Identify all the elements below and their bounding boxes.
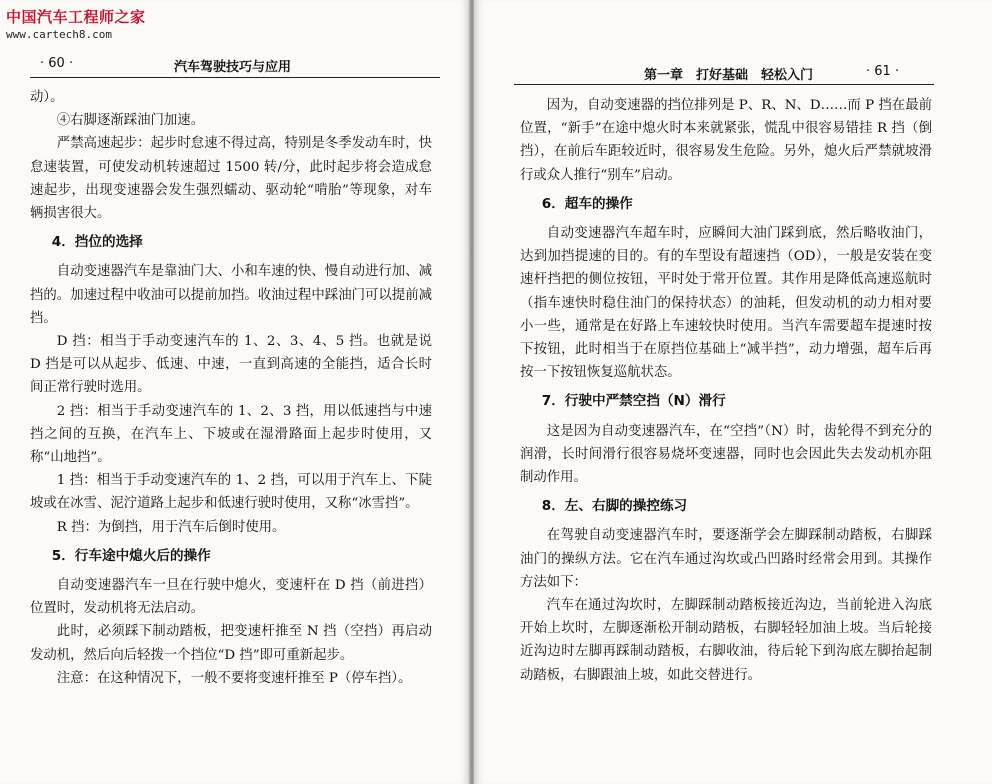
paragraph: 2 挡：相当于手动变速汽车的 1、2、3 挡，用以低速挡与中速挡之间的互换，在汽车上、下坡或在湿滑路面上起步时使用，又称“山地挡”。 [30, 403, 432, 466]
section-heading: 6．超车的操作 [541, 195, 633, 212]
paragraph: ④右脚逐渐踩油门加速。 [56, 113, 205, 129]
left-running-title: 汽车驾驶技巧与应用 [174, 60, 292, 75]
paragraph: 汽车在通过沟坎时，左脚踩制动踏板接近沟边，当前轮进入沟底开始上坎时，左脚逐渐松开制动踏板，右脚轻轻加油上坡。当后轮接近沟边时左脚再踩制动踏板，右脚收油，待后轮下到沟底左脚抬起制动踏板，右脚跟油上坡，如此交替进行。 [520, 598, 932, 683]
paragraph: 严禁高速起步：起步时怠速不得过高，特别是冬季发动车时，快怠速装置，可使发动机转速超过 1500 转/分，此时起步将会造成怠速起步，出现变速器会发生强烈蠕动、驱动轮“啃胎”等现象，对车辆损害很大。 [30, 136, 432, 222]
section-heading: 7．行驶中严禁空挡（N）滑行 [541, 393, 726, 410]
section-heading: 5．行车途中熄火后的操作 [51, 547, 211, 564]
paragraph: 因为，自动变速器的挡位排列是 P、R、N、D……而 P 挡在最前位置，“新手”在途中熄火时本来就紧张，慌乱中很容易错挂 R 挡（倒挡），在前后车距较近时，很容易发生危险。另外，熄火后严禁就坡滑行或众人推行“别车”启动。 [520, 98, 932, 183]
left-page [0, 0, 470, 784]
paragraph: D 挡：相当于手动变速汽车的 1、2、3、4、5 挡。也就是说 D 挡是可以从起步、低速、中速，一直到高速的全能挡，适合长时间正常行驶时选用。 [30, 334, 432, 396]
left-page-number: · 60 · [40, 56, 74, 71]
paragraph: 这是因为自动变速器汽车，在“空挡”（N）时，齿轮得不到充分的润滑，长时间滑行很容易烧坏变速器，同时也会因此失去发动机亦阻制动作用。 [520, 423, 932, 486]
right-body [520, 94, 932, 687]
watermark-name: 中国汽车工程师之家 [6, 8, 146, 26]
paragraph: R 挡：为倒挡，用于汽车后倒时使用。 [56, 519, 286, 535]
paragraph: 自动变速器汽车超车时，应瞬间大油门踩到底，然后略收油门，达到加挡提速的目的。有的车型设有超速挡（OD），一般是安装在变速杆挡把的侧位按钮，平时处于常开位置。其作用是降低高速巡航时（指车速快时稳住油门的保持状态）的油耗，但发动机的动力相对要小一些，通常是在好路上车速较快时使用。当汽车需要超车提速时按下按钮，此时相当于在原挡位基础上“减半挡”，动力增强，超车后再按一下按钮恢复巡航状态。 [520, 226, 932, 381]
section-heading: 8．左、右脚的操控练习 [541, 498, 688, 515]
paragraph: 在驾驶自动变速器汽车时，要逐渐学会左脚踩制动踏板，右脚踩油门的操纵方法。它在汽车通过沟坎或凸凹路时经常会用到。其操作方法如下： [520, 528, 932, 590]
right-page [474, 0, 992, 784]
paragraph: 此时，必须踩下制动踏板，把变速杆推至 N 挡（空挡）再启动发动机，然后向后轻拨一个挡位“D 挡”即可重新起步。 [30, 624, 432, 663]
chapter-title: 第一章 打好基础 轻松入门 [644, 68, 814, 83]
left-header-rule [30, 77, 440, 78]
paragraph: 动）。 [30, 90, 64, 105]
paragraph: 自动变速器汽车一旦在行驶中熄火，变速杆在 D 挡（前进挡）位置时，发动机将无法启动。 [30, 578, 432, 617]
section-heading: 4．挡位的选择 [51, 234, 143, 251]
right-header-rule [514, 84, 934, 85]
paragraph: 自动变速器汽车是靠油门大、小和车速的快、慢自动进行加、减挡的。加速过程中收油可以提前加挡。收油过程中踩油门可以提前减挡。 [30, 264, 432, 326]
left-body [30, 86, 432, 690]
watermark-url: www.cartech8.com [6, 28, 112, 41]
paragraph: 注意：在这种情况下，一般不要将变速杆推至 P（停车挡）。 [56, 670, 412, 686]
right-page-number: · 61 · [866, 64, 900, 79]
paragraph: 1 挡：相当于手动变速汽车的 1、2 挡，可以用于汽车上、下陡坡或在冰雪、泥泞道路上起步和低速行驶时使用，又称“冰雪挡”。 [30, 473, 432, 512]
watermark-logo [6, 6, 156, 41]
